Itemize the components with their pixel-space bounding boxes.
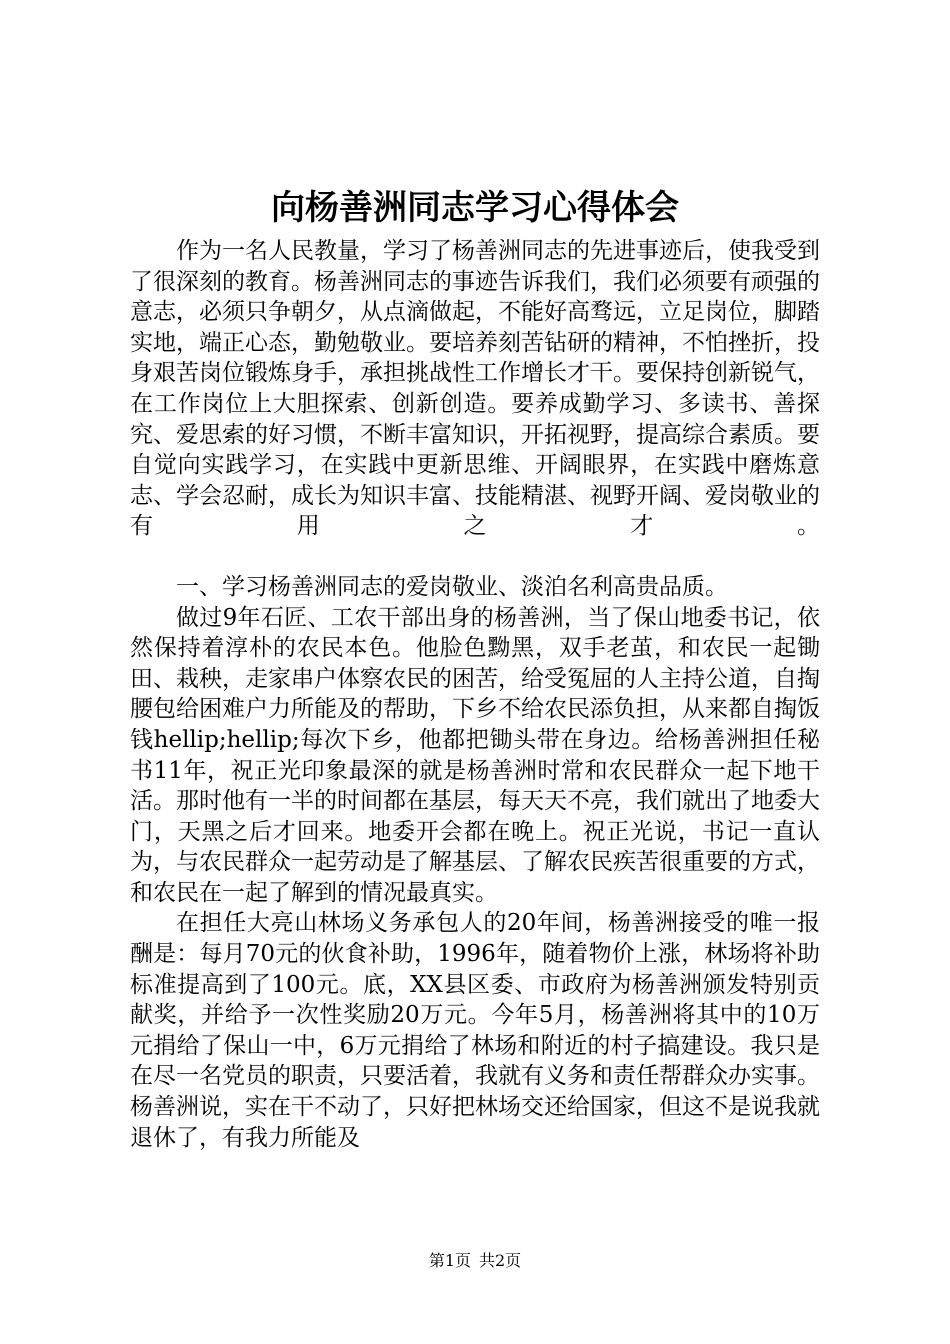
- paragraph-gap: [130, 542, 820, 572]
- page-number: 第1页: [428, 1251, 471, 1270]
- paragraph-body-1: 做过9年石匠、工农干部出身的杨善洲，当了保山地委书记，依然保持着淳朴的农民本色。他脸色黝黑，双手老茧，和农民一起锄田、栽秧，走家串户体察农民的困苦，给受冤屈的人主持公道，自掏腰包给困难户力所能及的帮助，下乡不给农民添负担，从来都自掏饭钱hellip;hellip;每次下乡，他都把锄头带在身边。给杨善洲担任秘书11年，祝正光印象最深的就是杨善洲时常和农民群众一起下地干活。那时他有一半的时间都在基层，每天天不亮，我们就出了地委大门，天黑之后才回来。地委开会都在晚上。祝正光说，书记一直认为，与农民群众一起劳动是了解基层、了解农民疾苦很重要的方式，和农民在一起了解到的情况最真实。: [130, 604, 820, 906]
- document-body: [130, 236, 820, 1153]
- page-total: 共2页: [479, 1251, 522, 1270]
- paragraph-body-2: 在担任大亮山林场义务承包人的20年间，杨善洲接受的唯一报酬是：每月70元的伙食补助，1996年，随着物价上涨，林场将补助标准提高到了100元。底，XX县区委、市政府为杨善洲颁发特别贡献奖，并给予一次性奖励20万元。今年5月，杨善洲将其中的10万元捐给了保山一中，6万元捐给了林场和附近的村子搞建设。我只是在尽一名党员的职责，只要活着，我就有义务和责任帮群众办实事。杨善洲说，实在干不动了，只好把林场交还给国家，但这不是说我就退休了，有我力所能及: [130, 910, 820, 1151]
- document-title: 向杨善洲同志学习心得体会: [271, 188, 679, 228]
- page-footer: [0, 1250, 950, 1272]
- paragraph-intro: 作为一名人民教量，学习了杨善洲同志的先进事迹后，使我受到了很深刻的教育。杨善洲同志的事迹告诉我们，我们必须要有顽强的意志，必须只争朝夕，从点滴做起，不能好高骛远，立足岗位，脚踏实地，端正心态，勤勉敬业。要培养刻苦钻研的精神，不怕挫折，投身艰苦岗位锻炼身手，承担挑战性工作增长才干。要保持创新锐气，在工作岗位上大胆探索、创新创造。要养成勤学习、多读书、善探究、爱思索的好习惯，不断丰富知识，开拓视野，提高综合素质。要自觉向实践学习，在实践中更新思维、开阔眼界，在实践中磨炼意志、学会忍耐，成长为知识丰富、技能精湛、视野开阔、爱岗敬业的有用之才。: [130, 238, 820, 540]
- section-heading: 一、学习杨善洲同志的爱岗敬业、淡泊名利高贵品质。: [176, 573, 728, 600]
